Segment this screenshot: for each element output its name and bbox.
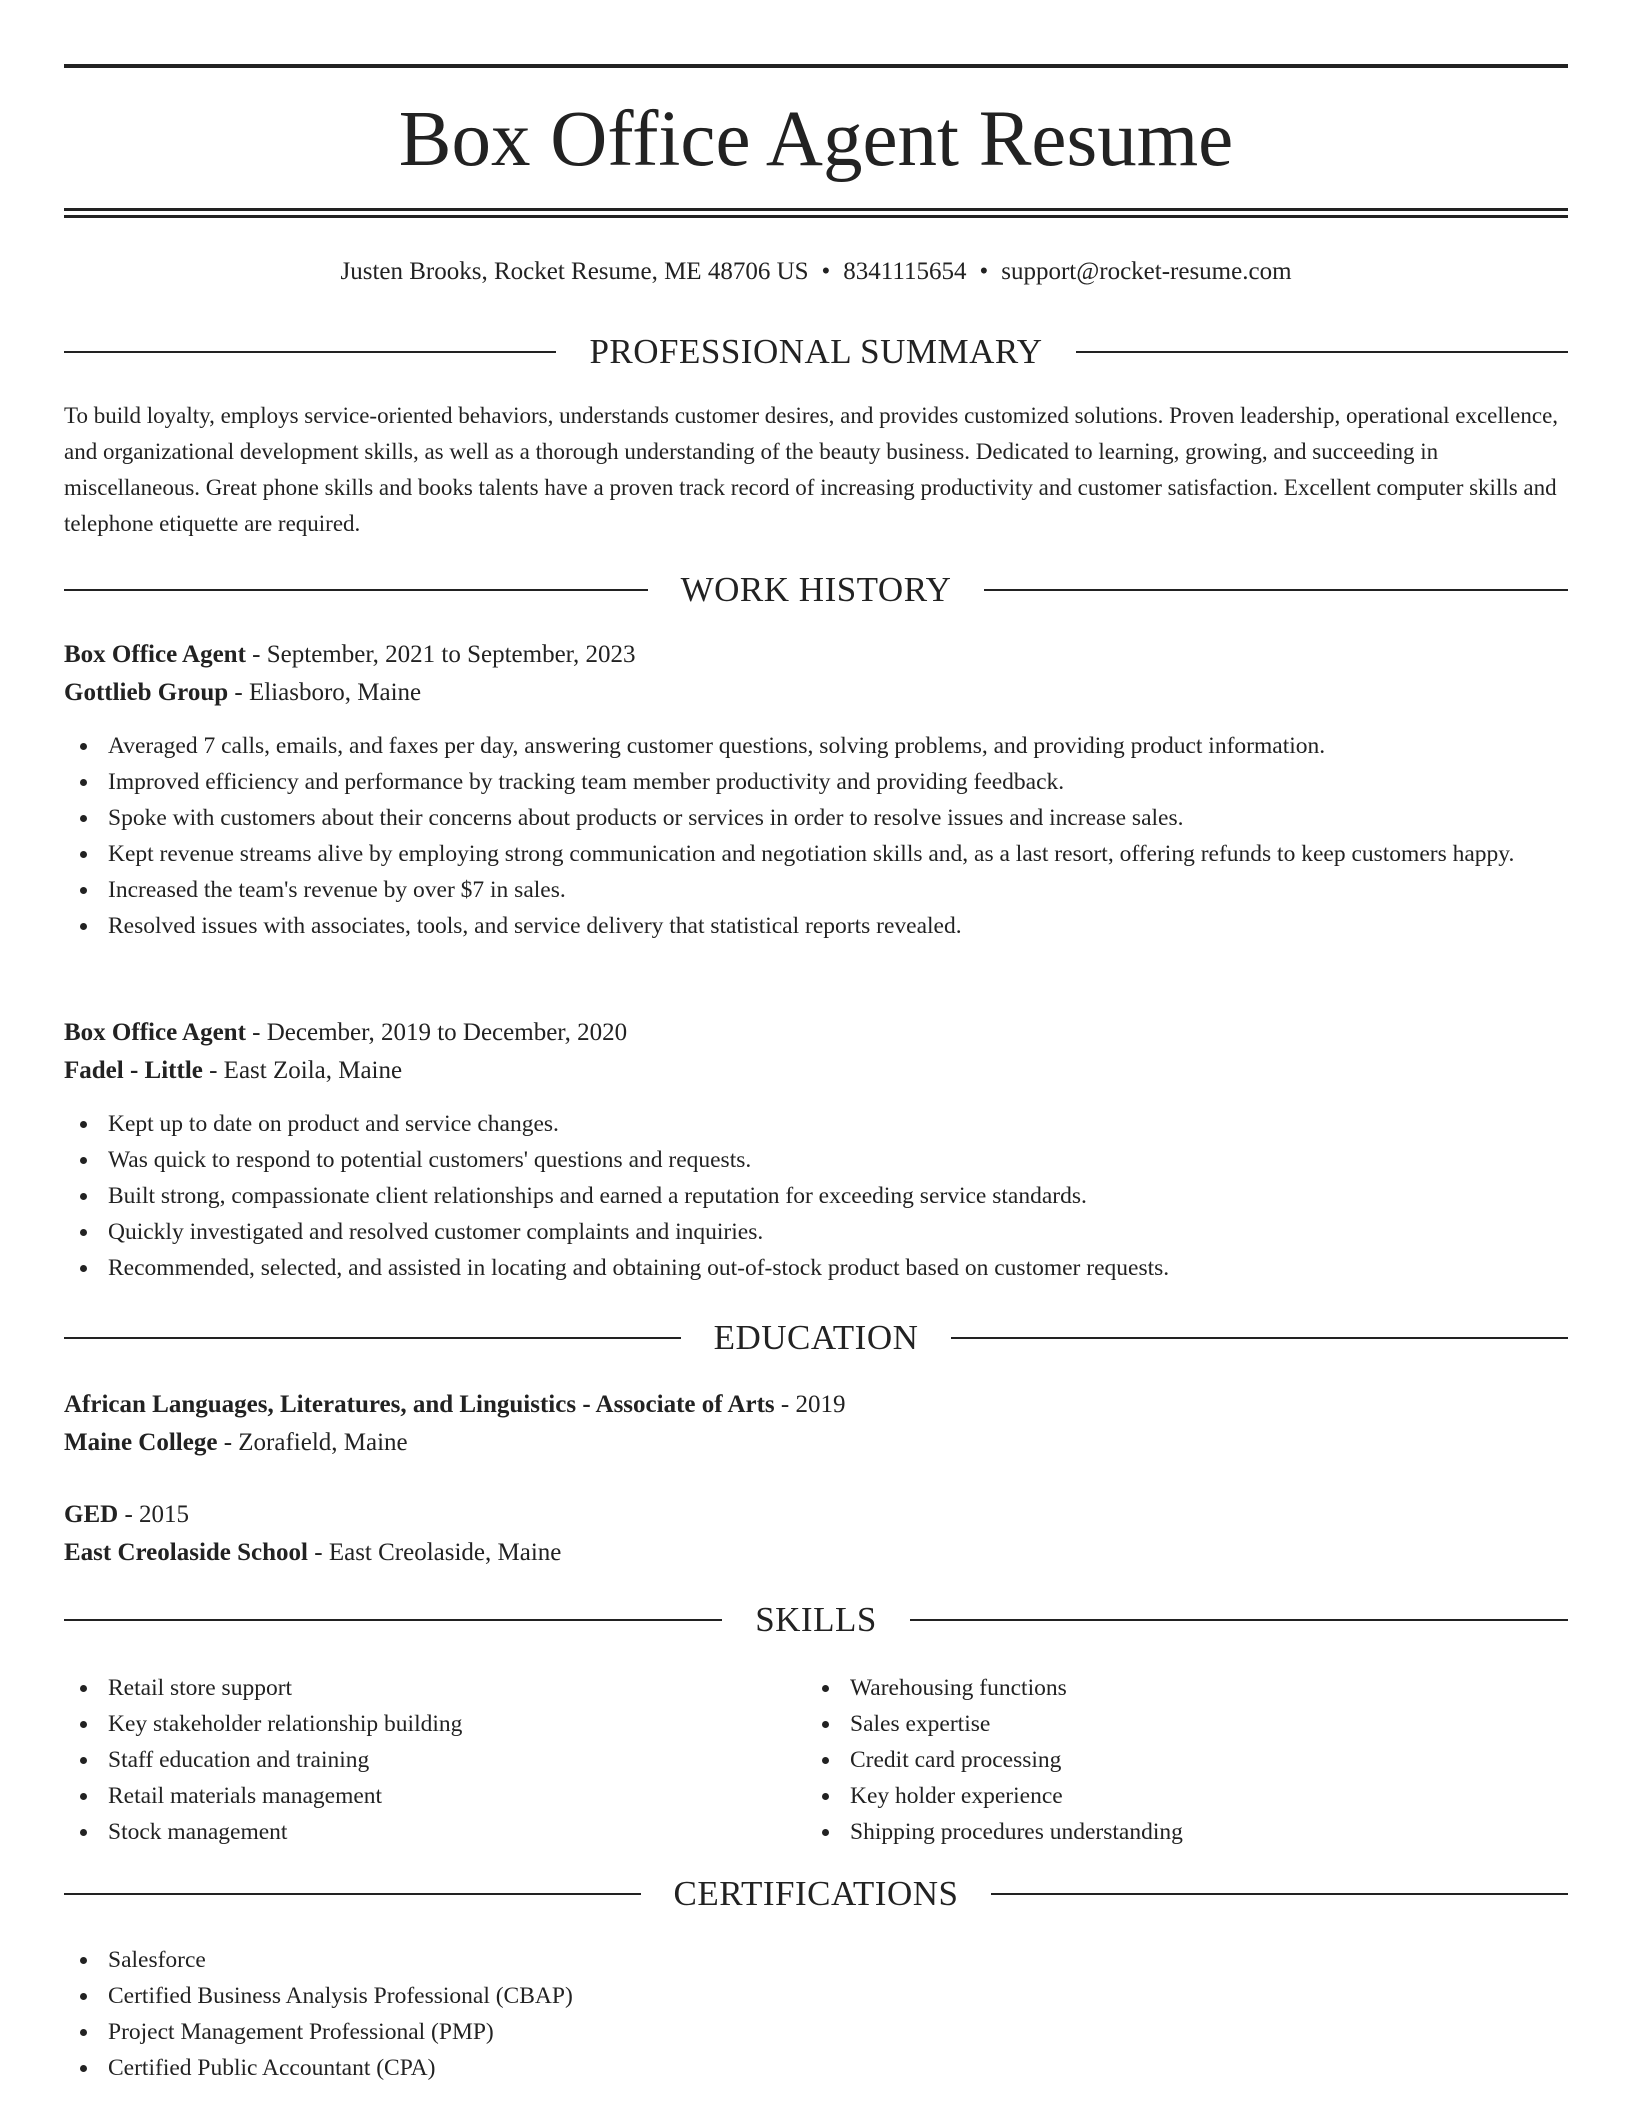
list-item: Resolved issues with associates, tools, and service delivery that statistical reports revealed. (64, 908, 1568, 944)
education-school: East Creolaside School (64, 1539, 308, 1566)
job-entry (64, 1014, 1568, 1286)
certifications-list (64, 1942, 1568, 2086)
section-heading-education (64, 1316, 1568, 1360)
education-entry (64, 1386, 1568, 1462)
contact-separator: • (979, 258, 989, 285)
heading-rule (910, 1619, 1568, 1621)
education-degree-line (64, 1496, 1568, 1534)
heading-rule (64, 351, 556, 353)
section-title: CERTIFICATIONS (673, 1874, 959, 1913)
education-location: - East Creolaside, Maine (308, 1539, 562, 1566)
section-heading-skills (64, 1598, 1568, 1642)
list-item: Sales expertise (806, 1706, 1548, 1742)
job-company-line (64, 674, 1568, 712)
list-item: Improved efficiency and performance by tracking team member productivity and providing feedback. (64, 764, 1568, 800)
heading-rule (984, 589, 1568, 591)
list-item: Kept up to date on product and service changes. (64, 1106, 1568, 1142)
job-title: Box Office Agent (64, 641, 246, 668)
contact-phone: 8341115654 (843, 258, 967, 285)
education-year: - 2019 (774, 1391, 846, 1418)
list-item: Staff education and training (64, 1742, 806, 1778)
top-rule (64, 64, 1568, 68)
job-location: - Eliasboro, Maine (228, 679, 422, 706)
list-item: Recommended, selected, and assisted in locating and obtaining out-of-stock product based on customer requests. (64, 1250, 1568, 1286)
section-heading-summary (64, 330, 1568, 374)
education-school-line (64, 1534, 1568, 1572)
education-degree: African Languages, Literatures, and Linguistics - Associate of Arts (64, 1391, 775, 1418)
section-title: PROFESSIONAL SUMMARY (589, 332, 1043, 371)
summary-text: To build loyalty, employs service-oriented behaviors, understands customer desires, and provides customized solutions. Proven leadership, operational excellence, and organizational development skills, as well as a thorough understanding of the beauty business. Dedicated to learning, growing, and succeeding in miscellaneous. Great phone skills and books talents have a proven track record of increasing productivity and customer satisfaction. Excellent computer skills and telephone etiquette are required. (64, 403, 1559, 536)
heading-rule (64, 1619, 722, 1621)
job-bullets (64, 728, 1568, 944)
list-item: Key holder experience (806, 1778, 1548, 1814)
heading-rule (951, 1337, 1568, 1339)
job-entry (64, 636, 1568, 944)
education-year: - 2015 (118, 1501, 190, 1528)
list-item: Stock management (64, 1814, 806, 1850)
list-item: Quickly investigated and resolved customer complaints and inquiries. (64, 1214, 1568, 1250)
contact-line (64, 256, 1568, 288)
skills-column-left (64, 1670, 806, 1850)
list-item: Retail materials management (64, 1778, 806, 1814)
list-item: Credit card processing (806, 1742, 1548, 1778)
job-title-line (64, 636, 1568, 674)
heading-rule (64, 1893, 641, 1895)
certifications-bullets (64, 1942, 1568, 2086)
contact-email: support@rocket-resume.com (1001, 258, 1292, 285)
list-item: Certified Business Analysis Professional (CBAP) (64, 1978, 1568, 2014)
job-title-line (64, 1014, 1568, 1052)
list-item: Key stakeholder relationship building (64, 1706, 806, 1742)
list-item: Certified Public Accountant (CPA) (64, 2050, 1568, 2086)
section-title: WORK HISTORY (680, 570, 952, 609)
education-location: - Zorafield, Maine (217, 1429, 408, 1456)
section-title: SKILLS (755, 1600, 877, 1639)
heading-rule (1076, 351, 1568, 353)
list-item: Kept revenue streams alive by employing strong communication and negotiation skills and, as a last resort, offering refunds to keep customers happy. (64, 836, 1568, 872)
list-item: Project Management Professional (PMP) (64, 2014, 1568, 2050)
job-bullets (64, 1106, 1568, 1286)
page-title: Box Office Agent Resume (398, 96, 1234, 183)
contact-address: Justen Brooks, Rocket Resume, ME 48706 US (340, 258, 809, 285)
title-double-rule-bottom (64, 215, 1568, 218)
skills-grid (64, 1670, 1568, 1850)
job-dates: - September, 2021 to September, 2023 (245, 641, 636, 668)
heading-rule (64, 1337, 681, 1339)
job-company-line (64, 1052, 1568, 1090)
heading-rule (64, 589, 648, 591)
heading-rule (991, 1893, 1568, 1895)
list-item: Was quick to respond to potential customers' questions and requests. (64, 1142, 1568, 1178)
list-item: Increased the team's revenue by over $7 in sales. (64, 872, 1568, 908)
skills-column-right (806, 1670, 1548, 1850)
section-heading-work-history (64, 568, 1568, 612)
education-entry (64, 1496, 1568, 1572)
job-title: Box Office Agent (64, 1019, 246, 1046)
list-item: Salesforce (64, 1942, 1568, 1978)
title-double-rule-top (64, 208, 1568, 211)
contact-separator: • (821, 258, 831, 285)
section-title: EDUCATION (713, 1318, 919, 1357)
section-heading-certifications (64, 1872, 1568, 1916)
list-item: Shipping procedures understanding (806, 1814, 1548, 1850)
list-item: Spoke with customers about their concerns about products or services in order to resolve issues and increase sales. (64, 800, 1568, 836)
list-item: Warehousing functions (806, 1670, 1548, 1706)
education-school: Maine College (64, 1429, 218, 1456)
list-item: Retail store support (64, 1670, 806, 1706)
education-school-line (64, 1424, 1568, 1462)
education-degree: GED (64, 1501, 119, 1528)
list-item: Averaged 7 calls, emails, and faxes per day, answering customer questions, solving problems, and providing product information. (64, 728, 1568, 764)
job-location: - East Zoila, Maine (202, 1057, 403, 1084)
job-dates: - December, 2019 to December, 2020 (245, 1019, 628, 1046)
job-company: Fadel - Little (64, 1057, 203, 1084)
job-company: Gottlieb Group (64, 679, 229, 706)
list-item: Built strong, compassionate client relationships and earned a reputation for exceeding service standards. (64, 1178, 1568, 1214)
education-degree-line (64, 1386, 1568, 1424)
